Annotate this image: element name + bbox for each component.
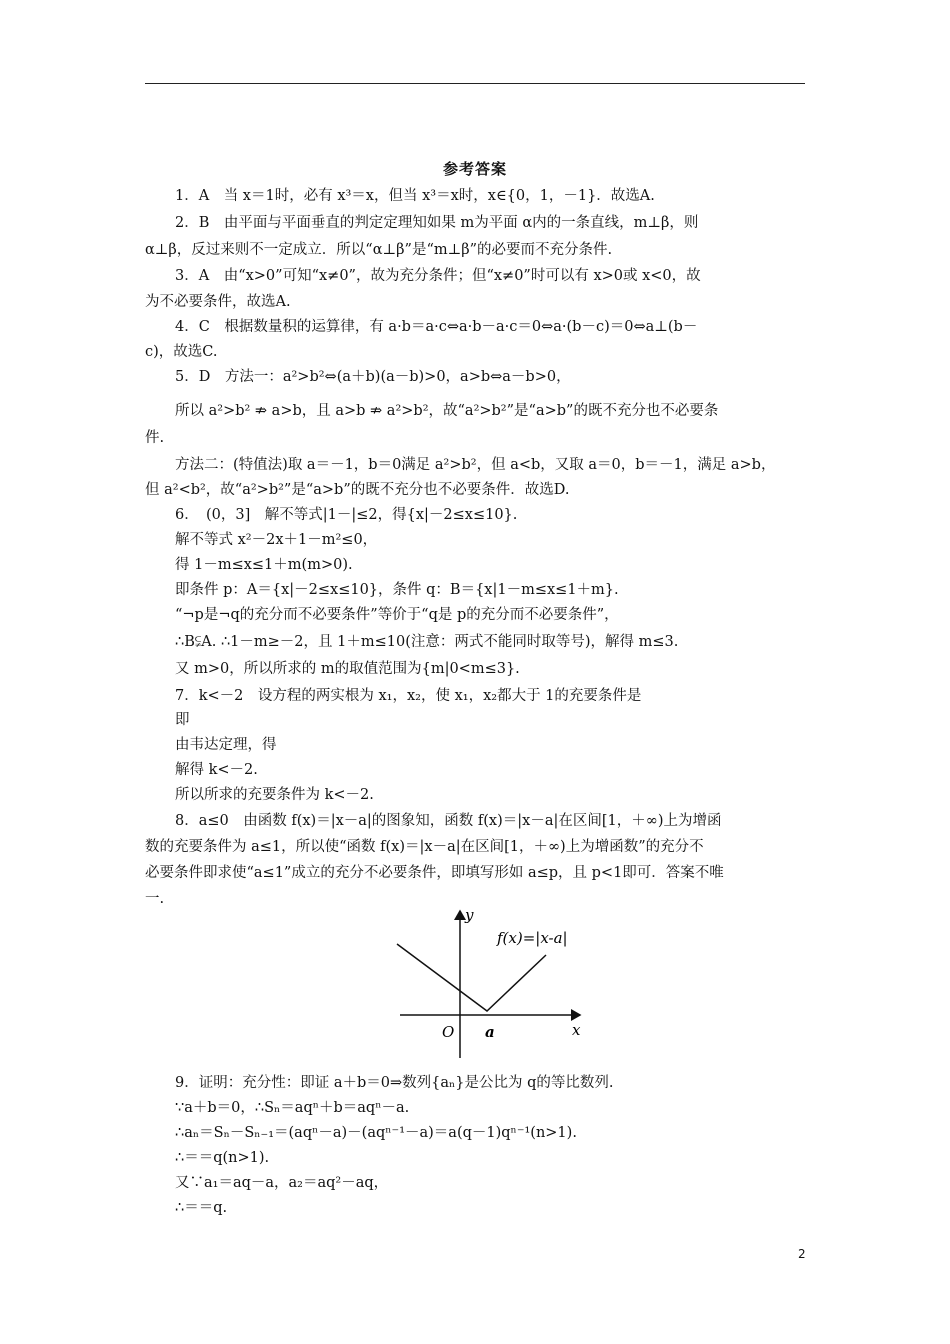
header-rule: [145, 83, 805, 84]
function-curve: [397, 944, 546, 1011]
origin-label: O: [442, 1023, 455, 1041]
text-line: 得 1－m≤x≤1＋m(m>0).: [175, 557, 353, 573]
text-line: 又 m>0，所以所求的 m的取值范围为{m|0<m≤3}.: [175, 661, 520, 677]
text-line: 即: [175, 712, 190, 728]
x-axis-label: x: [572, 1021, 581, 1039]
text-line: 数的充要条件为 a≤1，所以使“函数 f(x)＝|x－a|在区间[1，＋∞)上为增函数”的充分不: [145, 839, 704, 855]
text-line: 件.: [145, 430, 165, 446]
page-number: 2: [798, 1247, 806, 1261]
text-line: ∴B⫋A. ∴1－m≥－2，且 1＋m≤10(注意：两式不能同时取等号)，解得 m≤3.: [175, 634, 679, 650]
text-line: 7．k<－2 设方程的两实根为 x₁，x₂，使 x₁，x₂都大于 1的充要条件是: [175, 688, 642, 704]
text-line: 5．D 方法一：a²>b²⇔(a＋b)(a－b)>0，a>b⇔a－b>0，: [175, 369, 571, 385]
text-line: 6． (0，3] 解不等式|1－|≤2，得{x|－2≤x≤10}.: [175, 507, 518, 523]
text-line: 8．a≤0 由函数 f(x)＝|x－a|的图象知，函数 f(x)＝|x－a|在区间[1，＋∞)上为增函: [175, 813, 722, 829]
text-line: 1．A 当 x＝1时，必有 x³＝x，但当 x³＝x时，x∈{0，1，－1}．故选A.: [175, 188, 655, 204]
text-line: ∵a＋b＝0，∴Sₙ＝aqⁿ＋b＝aqⁿ－a.: [175, 1100, 410, 1116]
text-line: c)，故选C.: [145, 344, 218, 360]
text-line: α⊥β，反过来则不一定成立．所以“α⊥β”是“m⊥β”的必要而不充分条件.: [145, 242, 613, 258]
text-line: 为不必要条件，故选A.: [145, 294, 291, 310]
a-label: a: [485, 1023, 495, 1041]
text-line: 4．C 根据数量积的运算律，有 a·b＝a·c⇔a·b－a·c＝0⇔a·(b－c)＝0⇔a⊥(b－: [175, 319, 698, 335]
text-line: 一.: [145, 891, 165, 907]
absolute-value-graph: [385, 908, 595, 1068]
text-line: 2．B 由平面与平面垂直的判定定理知如果 m为平面 α内的一条直线，m⊥β，则: [175, 215, 699, 231]
text-line: 由韦达定理，得: [175, 737, 277, 753]
text-line: 必要条件即求使“a≤1”成立的充分不必要条件，即填写形如 a≤p，且 p<1即可．答案不唯: [145, 865, 724, 881]
text-line: ∴aₙ＝Sₙ－Sₙ₋₁＝(aqⁿ－a)－(aqⁿ⁻¹－a)＝a(q－1)qⁿ⁻¹(n>1).: [175, 1125, 577, 1141]
text-line: ∴＝＝q(n>1).: [175, 1150, 270, 1166]
text-line: 解得 k<－2.: [175, 762, 258, 778]
text-line: ∴＝＝q.: [175, 1200, 228, 1216]
y-axis-label: y: [465, 908, 474, 924]
text-line: “¬p是¬q的充分而不必要条件”等价于“q是 p的充分而不必要条件”，: [175, 607, 619, 623]
text-line: 9．证明：充分性：即证 a＋b＝0⇒数列{aₙ}是公比为 q的等比数列.: [175, 1075, 614, 1091]
text-line: 方法二：(特值法)取 a＝－1，b＝0满足 a²>b²，但 a<b，又取 a＝0，b＝－1，满足 a>b，: [175, 457, 776, 473]
text-line: 但 a²<b²，故“a²>b²”是“a>b”的既不充分也不必要条件．故选D.: [145, 482, 570, 498]
function-label: f(x)=|x-a|: [497, 929, 568, 947]
text-line: 3．A 由“x>0”可知“x≠0”，故为充分条件；但“x≠0”时可以有 x>0或 x<0，故: [175, 268, 701, 284]
text-line: 解不等式 x²－2x＋1－m²≤0，: [175, 532, 378, 548]
answer-heading: 参考答案: [442, 160, 507, 178]
text-line: 所以 a²>b² ⇏ a>b，且 a>b ⇏ a²>b²，故“a²>b²”是“a>b”的既不充分也不必要条: [175, 403, 719, 419]
text-line: 又∵a₁＝aq－a，a₂＝aq²－aq，: [175, 1175, 389, 1191]
text-line: 即条件 p：A＝{x|－2≤x≤10}，条件 q：B＝{x|1－m≤x≤1＋m}.: [175, 582, 619, 598]
text-line: 所以所求的充要条件为 k<－2.: [175, 787, 374, 803]
